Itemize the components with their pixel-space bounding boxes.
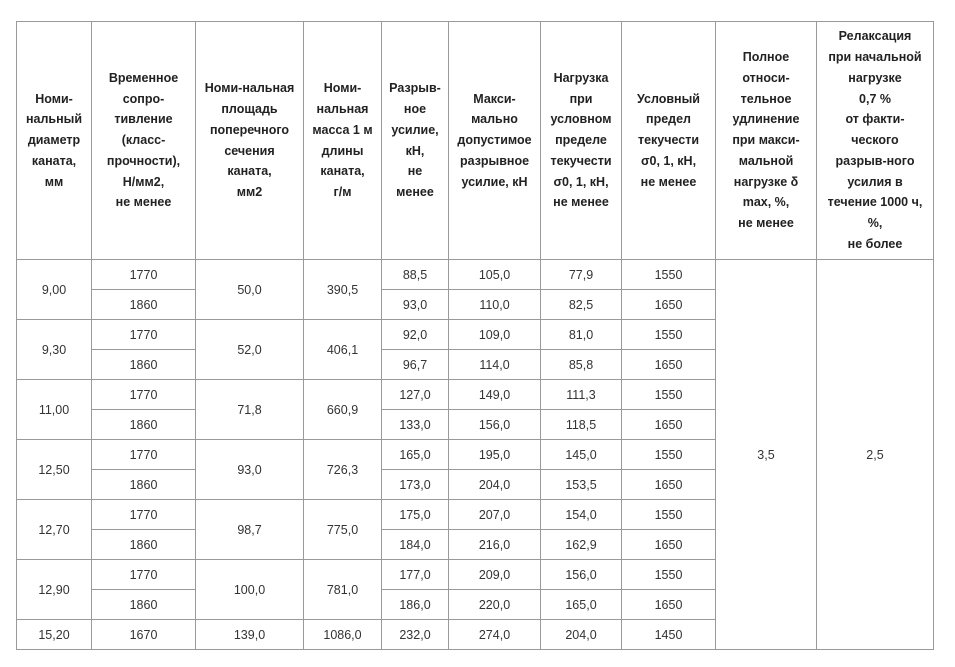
header-yield-load: Нагрузка при условном пределе текучести σ0, 1, кН, не менее	[541, 22, 622, 260]
cell-diameter: 9,30	[17, 320, 92, 380]
cell-diameter: 9,00	[17, 260, 92, 320]
cell-mass: 660,9	[304, 380, 382, 440]
cell-yield-limit: 1650	[622, 350, 716, 380]
cell-area: 100,0	[196, 560, 304, 620]
cell-max-breaking-force: 207,0	[449, 500, 541, 530]
cell-tensile-strength: 1860	[92, 290, 196, 320]
cell-breaking-force: 186,0	[382, 590, 449, 620]
cell-yield-load: 204,0	[541, 620, 622, 650]
cell-yield-limit: 1550	[622, 500, 716, 530]
cell-mass: 781,0	[304, 560, 382, 620]
cell-breaking-force: 133,0	[382, 410, 449, 440]
cell-tensile-strength: 1860	[92, 350, 196, 380]
cell-max-breaking-force: 195,0	[449, 440, 541, 470]
cell-yield-limit: 1650	[622, 590, 716, 620]
header-yield-limit: Условный предел текучести σ0, 1, кН, не менее	[622, 22, 716, 260]
cell-tensile-strength: 1860	[92, 590, 196, 620]
header-max-breaking-force: Макси- мально допустимое разрывное усилие, кН	[449, 22, 541, 260]
cell-max-breaking-force: 209,0	[449, 560, 541, 590]
cell-breaking-force: 127,0	[382, 380, 449, 410]
cell-yield-load: 82,5	[541, 290, 622, 320]
cell-elongation: 3,5	[716, 260, 817, 650]
cell-breaking-force: 96,7	[382, 350, 449, 380]
cell-yield-limit: 1550	[622, 440, 716, 470]
cell-yield-limit: 1550	[622, 260, 716, 290]
header-nominal-diameter: Номи- нальный диаметр каната, мм	[17, 22, 92, 260]
cell-breaking-force: 88,5	[382, 260, 449, 290]
cell-max-breaking-force: 149,0	[449, 380, 541, 410]
table-body	[17, 260, 934, 650]
header-row	[17, 22, 934, 260]
cell-yield-load: 162,9	[541, 530, 622, 560]
cell-breaking-force: 93,0	[382, 290, 449, 320]
cell-yield-load: 85,8	[541, 350, 622, 380]
cell-yield-load: 77,9	[541, 260, 622, 290]
cell-yield-load: 145,0	[541, 440, 622, 470]
cell-tensile-strength: 1770	[92, 440, 196, 470]
cell-area: 52,0	[196, 320, 304, 380]
cell-max-breaking-force: 110,0	[449, 290, 541, 320]
cell-yield-limit: 1550	[622, 320, 716, 350]
table-header	[17, 22, 934, 260]
cell-max-breaking-force: 105,0	[449, 260, 541, 290]
cell-max-breaking-force: 216,0	[449, 530, 541, 560]
cell-tensile-strength: 1860	[92, 410, 196, 440]
cell-max-breaking-force: 156,0	[449, 410, 541, 440]
header-elongation: Полное относи- тельное удлинение при макси- мальной нагрузке δ max, %, не менее	[716, 22, 817, 260]
cell-area: 139,0	[196, 620, 304, 650]
header-nominal-mass: Номи- нальная масса 1 м длины каната, г/м	[304, 22, 382, 260]
cell-diameter: 12,70	[17, 500, 92, 560]
cell-max-breaking-force: 274,0	[449, 620, 541, 650]
cell-mass: 390,5	[304, 260, 382, 320]
cell-yield-limit: 1650	[622, 470, 716, 500]
cell-mass: 406,1	[304, 320, 382, 380]
cell-tensile-strength: 1770	[92, 500, 196, 530]
cable-properties-table	[16, 21, 934, 650]
cell-mass: 1086,0	[304, 620, 382, 650]
cell-area: 93,0	[196, 440, 304, 500]
cell-mass: 775,0	[304, 500, 382, 560]
cell-breaking-force: 232,0	[382, 620, 449, 650]
cell-breaking-force: 184,0	[382, 530, 449, 560]
cell-tensile-strength: 1770	[92, 560, 196, 590]
cell-breaking-force: 175,0	[382, 500, 449, 530]
cell-diameter: 11,00	[17, 380, 92, 440]
cell-yield-limit: 1550	[622, 380, 716, 410]
cell-yield-load: 153,5	[541, 470, 622, 500]
cell-diameter: 15,20	[17, 620, 92, 650]
cell-area: 98,7	[196, 500, 304, 560]
header-relaxation: Релаксация при начальной нагрузке 0,7 % от факти- ческого разрыв-ного усилия в течение 1000 ч, %, не более	[817, 22, 934, 260]
cell-diameter: 12,50	[17, 440, 92, 500]
cell-tensile-strength: 1670	[92, 620, 196, 650]
cell-breaking-force: 92,0	[382, 320, 449, 350]
cell-yield-load: 118,5	[541, 410, 622, 440]
cell-yield-limit: 1650	[622, 290, 716, 320]
cell-yield-load: 156,0	[541, 560, 622, 590]
cell-mass: 726,3	[304, 440, 382, 500]
header-tensile-strength: Временное сопро- тивление (класс- прочности), Н/мм2, не менее	[92, 22, 196, 260]
cell-tensile-strength: 1860	[92, 530, 196, 560]
cell-yield-limit: 1650	[622, 410, 716, 440]
cell-yield-load: 111,3	[541, 380, 622, 410]
cell-yield-load: 81,0	[541, 320, 622, 350]
cell-breaking-force: 165,0	[382, 440, 449, 470]
cell-yield-load: 165,0	[541, 590, 622, 620]
cell-max-breaking-force: 109,0	[449, 320, 541, 350]
header-cross-section-area: Номи-нальная площадь поперечного сечения каната, мм2	[196, 22, 304, 260]
cell-area: 71,8	[196, 380, 304, 440]
table-row	[17, 260, 934, 290]
cell-breaking-force: 177,0	[382, 560, 449, 590]
cell-max-breaking-force: 204,0	[449, 470, 541, 500]
cell-diameter: 12,90	[17, 560, 92, 620]
cell-yield-limit: 1450	[622, 620, 716, 650]
cell-tensile-strength: 1860	[92, 470, 196, 500]
cell-tensile-strength: 1770	[92, 260, 196, 290]
cell-tensile-strength: 1770	[92, 320, 196, 350]
cell-relaxation: 2,5	[817, 260, 934, 650]
cell-yield-load: 154,0	[541, 500, 622, 530]
cell-breaking-force: 173,0	[382, 470, 449, 500]
cell-yield-limit: 1650	[622, 530, 716, 560]
cell-yield-limit: 1550	[622, 560, 716, 590]
cell-max-breaking-force: 220,0	[449, 590, 541, 620]
cell-tensile-strength: 1770	[92, 380, 196, 410]
cell-max-breaking-force: 114,0	[449, 350, 541, 380]
cell-area: 50,0	[196, 260, 304, 320]
header-breaking-force: Разрыв- ное усилие, кН, не менее	[382, 22, 449, 260]
